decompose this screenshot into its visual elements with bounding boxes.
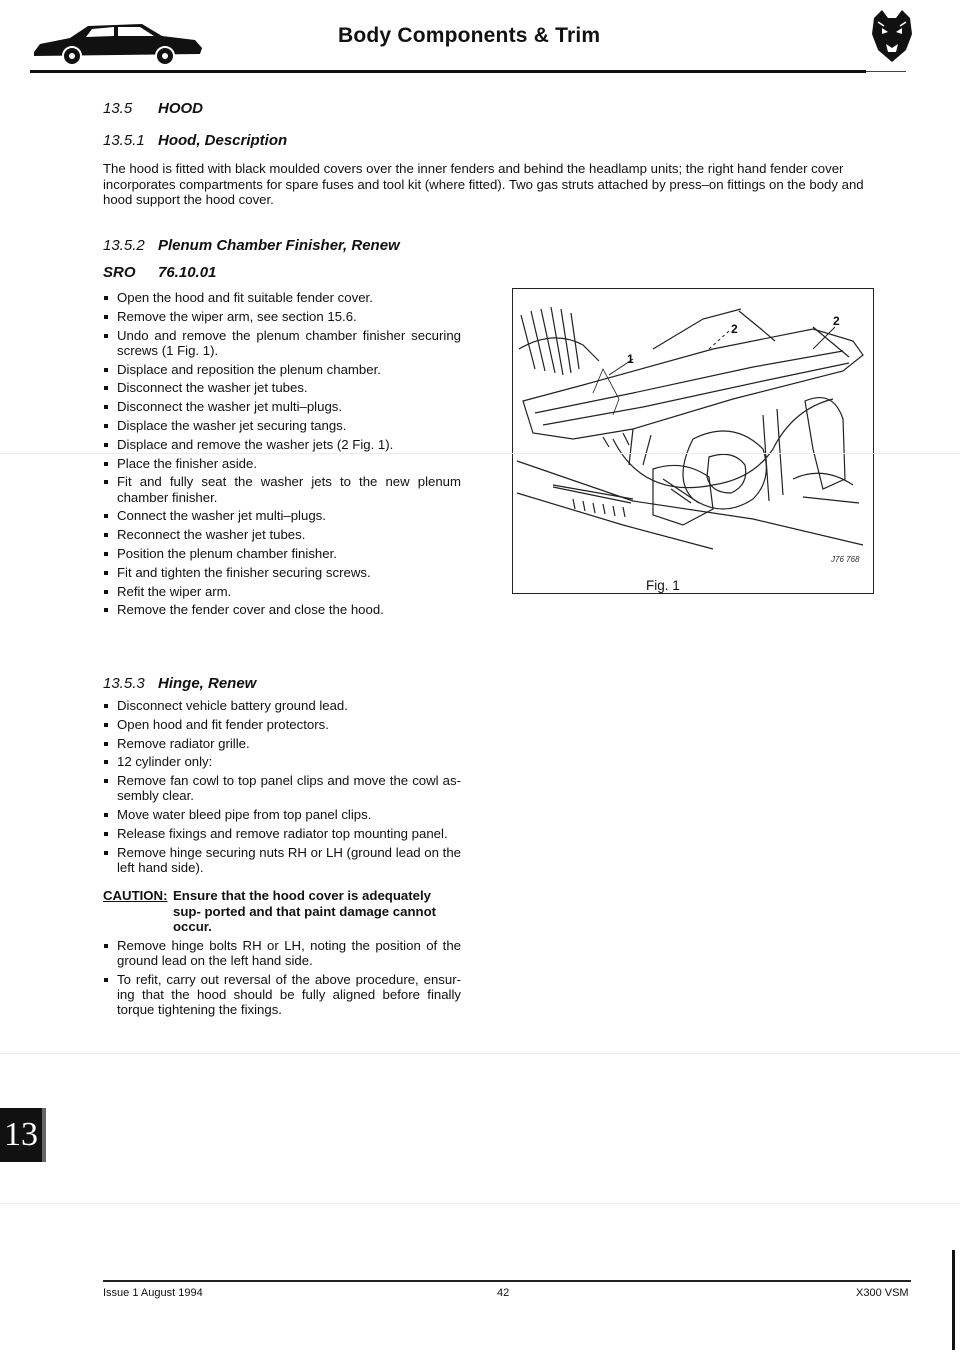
section-number: 13.5.2 [103,237,145,254]
figure-1 [512,288,874,594]
list-item: Connect the washer jet multi–plugs. [103,508,461,523]
section-title: Hinge, Renew [158,675,257,692]
caution-note [103,888,461,935]
list-item: Place the finisher aside. [103,456,461,471]
figure-caption: Fig. 1 [646,578,680,593]
hinge-steps-continued [103,938,461,1021]
list-item: Remove hinge securing nuts RH or LH (ground lead on the left hand side). [103,845,461,875]
section-title: HOOD [158,100,203,117]
hinge-steps [103,698,461,879]
list-item: Displace and reposition the plenum chamber. [103,362,461,377]
section-heading [103,100,203,117]
section-heading [103,675,256,692]
hood-description: The hood is fitted with black moulded covers over the inner fenders and behind the headlamp units; the right hand fender cover incorporates compartments for spare fuses and tool kit (where fitted). Two gas struts attached by press–on fittings on the body and hood support the hood cover. [103,161,864,207]
page-edge [952,1250,955,1350]
section-heading [103,237,400,254]
list-item: Remove radiator grille. [103,736,461,751]
section-number: 13.5 [103,100,133,117]
list-item: 12 cylinder only: [103,754,461,769]
list-item: Displace and remove the washer jets (2 Fig. 1). [103,437,461,452]
section-number: 13.5.3 [103,675,145,692]
list-item: Remove the wiper arm, see section 15.6. [103,309,461,324]
divider [0,1053,960,1054]
section-title: Hood, Description [158,132,288,149]
list-item: Displace the washer jet securing tangs. [103,418,461,433]
list-item: Open hood and fit fender protectors. [103,717,461,732]
page-title: Body Components & Trim [338,24,601,47]
list-item: Remove the fender cover and close the hood. [103,602,461,617]
figure-reference: J76 768 [831,555,860,564]
section-title: Plenum Chamber Finisher, Renew [158,237,400,254]
list-item: Refit the wiper arm. [103,584,461,599]
list-item: Reconnect the washer jet tubes. [103,527,461,542]
callout-label: 1 [627,352,634,366]
caution-label: CAUTION: [103,888,168,903]
list-item: Disconnect the washer jet multi–plugs. [103,399,461,414]
list-item: Open the hood and fit suitable fender cover. [103,290,461,305]
caution-text: Ensure that the hood cover is adequately sup- ported and that paint damage cannot occur. [173,888,437,934]
divider [0,1203,960,1204]
car-icon [30,18,205,66]
list-item: Fit and fully seat the washer jets to the new plenum chamber finisher. [103,474,461,504]
page-number: 42 [497,1287,510,1299]
list-item: Position the plenum chamber finisher. [103,546,461,561]
list-item: To refit, carry out reversal of the above procedure, ensur- ing that the hood should be fully aligned before finally torque tightening the fixings. [103,972,461,1018]
page-header [0,0,960,78]
footer-issue: Issue 1 August 1994 [103,1287,203,1299]
list-item: Move water bleed pipe from top panel clips. [103,807,461,822]
list-item: Disconnect vehicle battery ground lead. [103,698,461,713]
footer-rule [103,1280,911,1282]
list-item: Remove hinge bolts RH or LH, noting the position of the ground lead on the left hand side. [103,938,461,968]
list-item: Remove fan cowl to top panel clips and move the cowl as- sembly clear. [103,773,461,803]
list-item: Release fixings and remove radiator top mounting panel. [103,826,461,841]
sro-code [103,264,216,281]
footer-doc-id: X300 VSM [856,1287,909,1299]
plenum-steps [103,290,461,621]
chapter-tab: 13 [0,1108,42,1162]
header-rule [30,70,866,73]
list-item: Undo and remove the plenum chamber finisher securing screws (1 Fig. 1). [103,328,461,358]
header-rule-thin [866,71,906,72]
list-item: Disconnect the washer jet tubes. [103,380,461,395]
callout-label: 2 [731,322,738,336]
section-number: 13.5.1 [103,132,145,149]
jaguar-head-icon [868,8,916,64]
list-item: Fit and tighten the finisher securing screws. [103,565,461,580]
section-heading [103,132,287,149]
plenum-illustration [513,289,872,592]
callout-label: 2 [833,314,840,328]
sro-value: 76.10.01 [158,264,217,281]
sro-label: SRO [103,264,136,281]
divider [0,453,960,454]
